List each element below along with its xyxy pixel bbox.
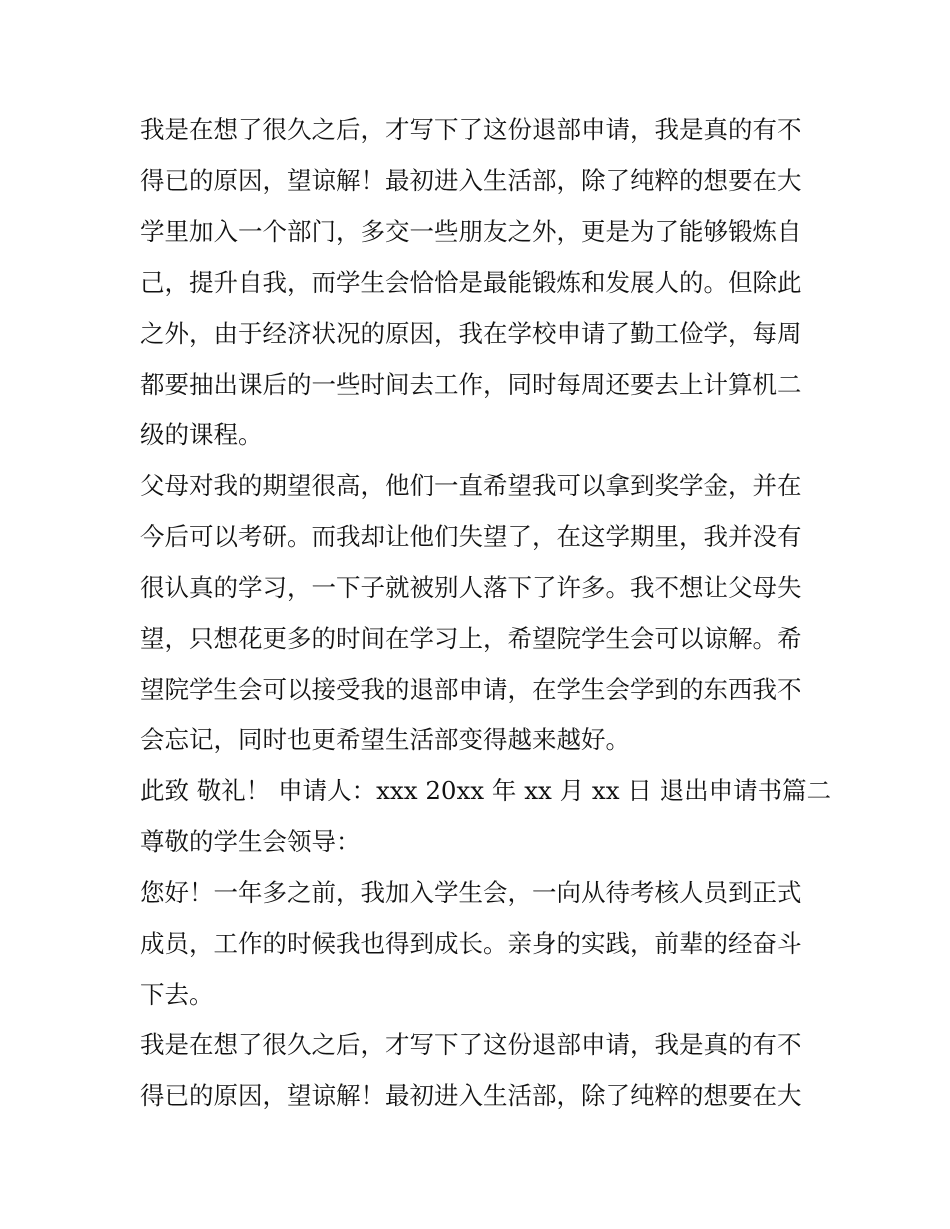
text-line: 得已的原因，望谅解！最初进入生活部，除了纯粹的想要在大 — [140, 1081, 802, 1110]
text-line: 己，提升自我，而学生会恰恰是最能锻炼和发展人的。但除此 — [140, 268, 802, 297]
text-line: 父母对我的期望很高，他们一直希望我可以拿到奖学金，并在 — [140, 471, 802, 500]
text-line: 成员，工作的时候我也得到成长。亲身的实践，前辈的经奋斗 — [140, 929, 802, 958]
text-line: 此致 敬礼！ 申请人：xxx 20xx 年 xx 月 xx 日 退出申请书篇二 — [140, 776, 832, 805]
text-line: 很认真的学习，一下子就被别人落下了许多。我不想让父母失 — [140, 573, 802, 602]
text-line: 会忘记，同时也更希望生活部变得越来越好。 — [140, 725, 630, 754]
text-line: 我是在想了很久之后，才写下了这份退部申请，我是真的有不 — [140, 1030, 802, 1059]
text-line: 都要抽出课后的一些时间去工作，同时每周还要去上计算机二 — [140, 370, 802, 399]
text-line: 今后可以考研。而我却让他们失望了，在这学期里，我并没有 — [140, 522, 802, 551]
text-line: 尊敬的学生会领导： — [140, 827, 361, 856]
text-line: 您好！一年多之前，我加入学生会，一向从待考核人员到正式 — [140, 878, 802, 907]
text-line: 得已的原因，望谅解！最初进入生活部，除了纯粹的想要在大 — [140, 166, 802, 195]
text-line: 级的课程。 — [140, 420, 263, 449]
text-line: 之外，由于经济状况的原因，我在学校申请了勤工俭学，每周 — [140, 319, 802, 348]
text-line: 学里加入一个部门，多交一些朋友之外，更是为了能够锻炼自 — [140, 217, 802, 246]
text-line: 我是在想了很久之后，才写下了这份退部申请，我是真的有不 — [140, 115, 802, 144]
text-line: 望，只想花更多的时间在学习上，希望院学生会可以谅解。希 — [140, 624, 802, 653]
text-line: 下去。 — [140, 980, 214, 1009]
text-line: 望院学生会可以接受我的退部申请，在学生会学到的东西我不 — [140, 675, 802, 704]
